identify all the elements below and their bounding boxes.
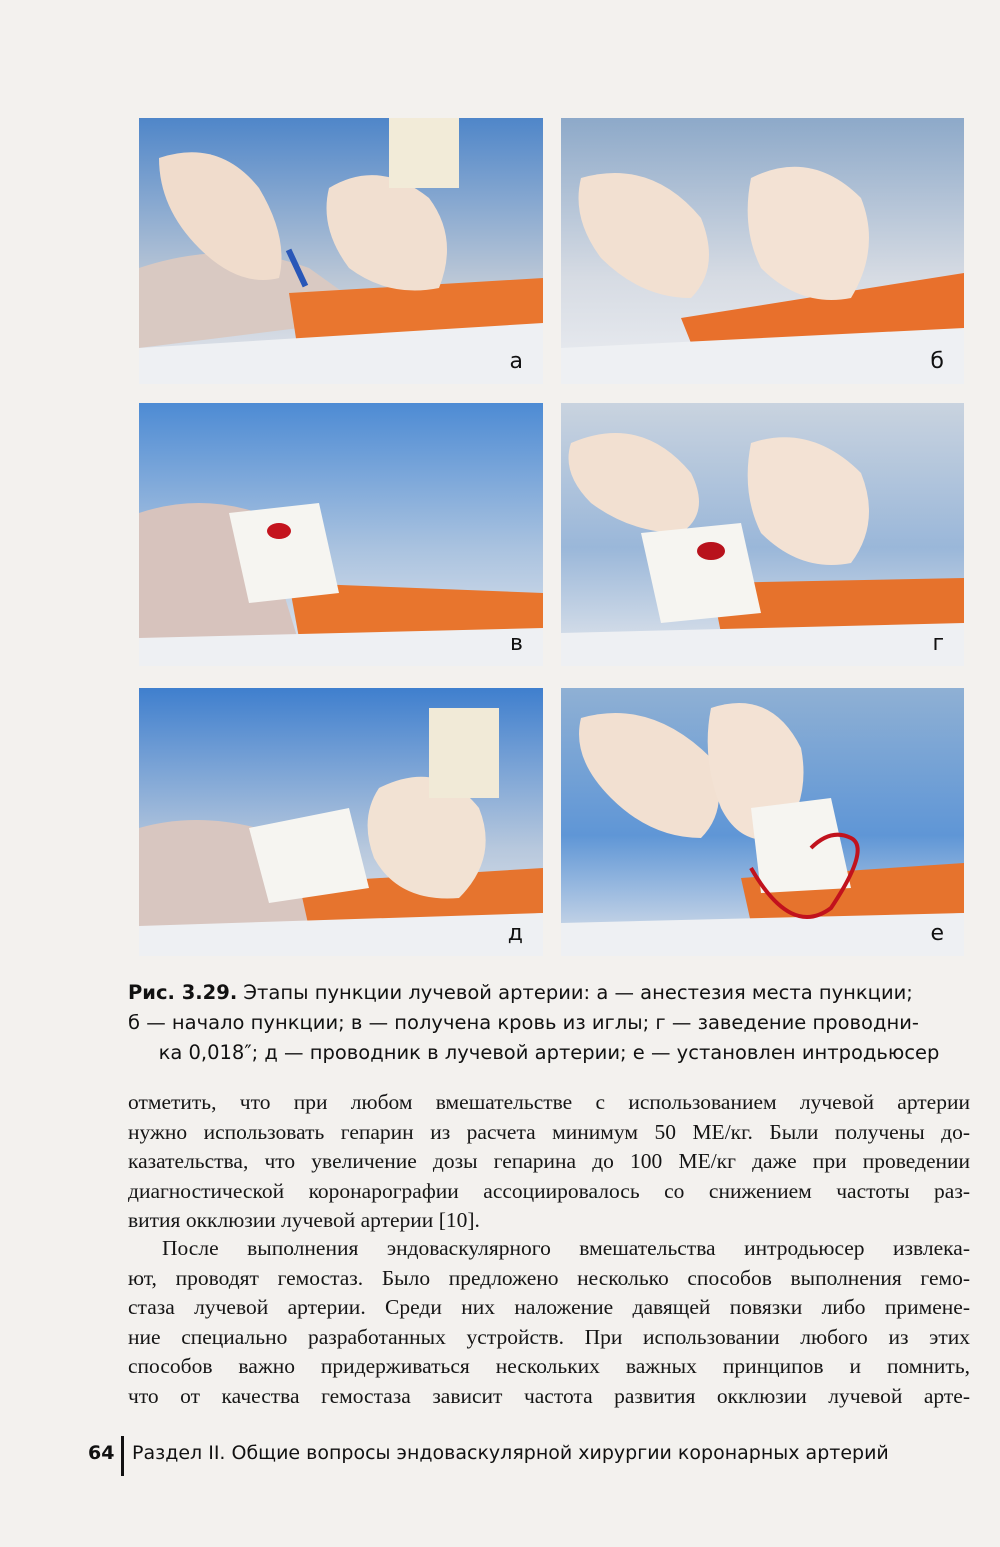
panel-label-a: а bbox=[509, 349, 523, 374]
text-line: отметить, что при любом вмешательстве с использованием лучевой артерии bbox=[128, 1090, 970, 1114]
photo-introducer-placed bbox=[561, 688, 964, 956]
panel-label-e: д bbox=[507, 921, 523, 946]
caption-text-1: Этапы пункции лучевой артерии: а — анестезия места пункции; bbox=[237, 981, 913, 1004]
panel-label-d: г bbox=[932, 631, 944, 656]
paragraph-2 bbox=[128, 1234, 970, 1411]
text-line: казательства, что увеличение дозы гепарина до 100 МЕ/кг даже при проведении bbox=[128, 1149, 970, 1173]
text-line: способов важно придерживаться нескольких важных принципов и помнить, bbox=[128, 1354, 970, 1378]
paragraph-1 bbox=[128, 1088, 970, 1236]
figure-panel-e bbox=[139, 688, 543, 956]
text-line: После выполнения эндоваскулярного вмешательства интродьюсер извлека- bbox=[162, 1236, 970, 1260]
text-line: что от качества гемостаза зависит частота развития окклюзии лучевой арте- bbox=[128, 1383, 970, 1408]
section-title: Раздел II. Общие вопросы эндоваскулярной хирургии коронарных артерий bbox=[132, 1442, 889, 1464]
figure-panel-d bbox=[561, 403, 964, 666]
caption-line-3: ка 0,018″; д — проводник в лучевой артерии; е — установлен интродьюсер bbox=[158, 1041, 940, 1064]
caption-line-2: б — начало пункции; в — получена кровь из иглы; г — заведение проводни- bbox=[128, 1011, 919, 1034]
footer-divider bbox=[121, 1436, 124, 1476]
figure-panel-f bbox=[561, 688, 964, 956]
figure-panel-a bbox=[139, 118, 543, 384]
text-line: вития окклюзии лучевой артерии [10]. bbox=[128, 1208, 480, 1232]
text-line: стаза лучевой артерии. Среди них наложение давящей повязки либо примене- bbox=[128, 1295, 970, 1319]
panel-label-b: б bbox=[930, 349, 944, 374]
text-line: ют, проводят гемостаз. Было предложено несколько способов выполнения гемо- bbox=[128, 1265, 970, 1290]
text-line: ние специально разработанных устройств. При использовании любого из этих bbox=[128, 1324, 970, 1349]
photo-guidewire-insertion bbox=[561, 403, 964, 666]
figure-panel-b bbox=[561, 118, 964, 384]
figure-panel-c bbox=[139, 403, 543, 666]
photo-guidewire-in-artery bbox=[139, 688, 543, 956]
page-number: 64 bbox=[88, 1442, 115, 1464]
photo-blood-from-needle bbox=[139, 403, 543, 666]
panel-label-f: е bbox=[930, 921, 944, 946]
text-line: диагностической коронарографии ассоциировалось со снижением частоты раз- bbox=[128, 1178, 970, 1203]
panel-label-c: в bbox=[510, 631, 523, 656]
figure-number: Рис. 3.29. bbox=[128, 981, 238, 1004]
text-line: нужно использовать гепарин из расчета минимум 50 МЕ/кг. Были получены до- bbox=[128, 1119, 970, 1144]
photo-anesthesia bbox=[139, 118, 543, 384]
photo-puncture-start bbox=[561, 118, 964, 384]
figure-caption bbox=[128, 978, 970, 1068]
caption-line-1 bbox=[128, 978, 970, 1008]
